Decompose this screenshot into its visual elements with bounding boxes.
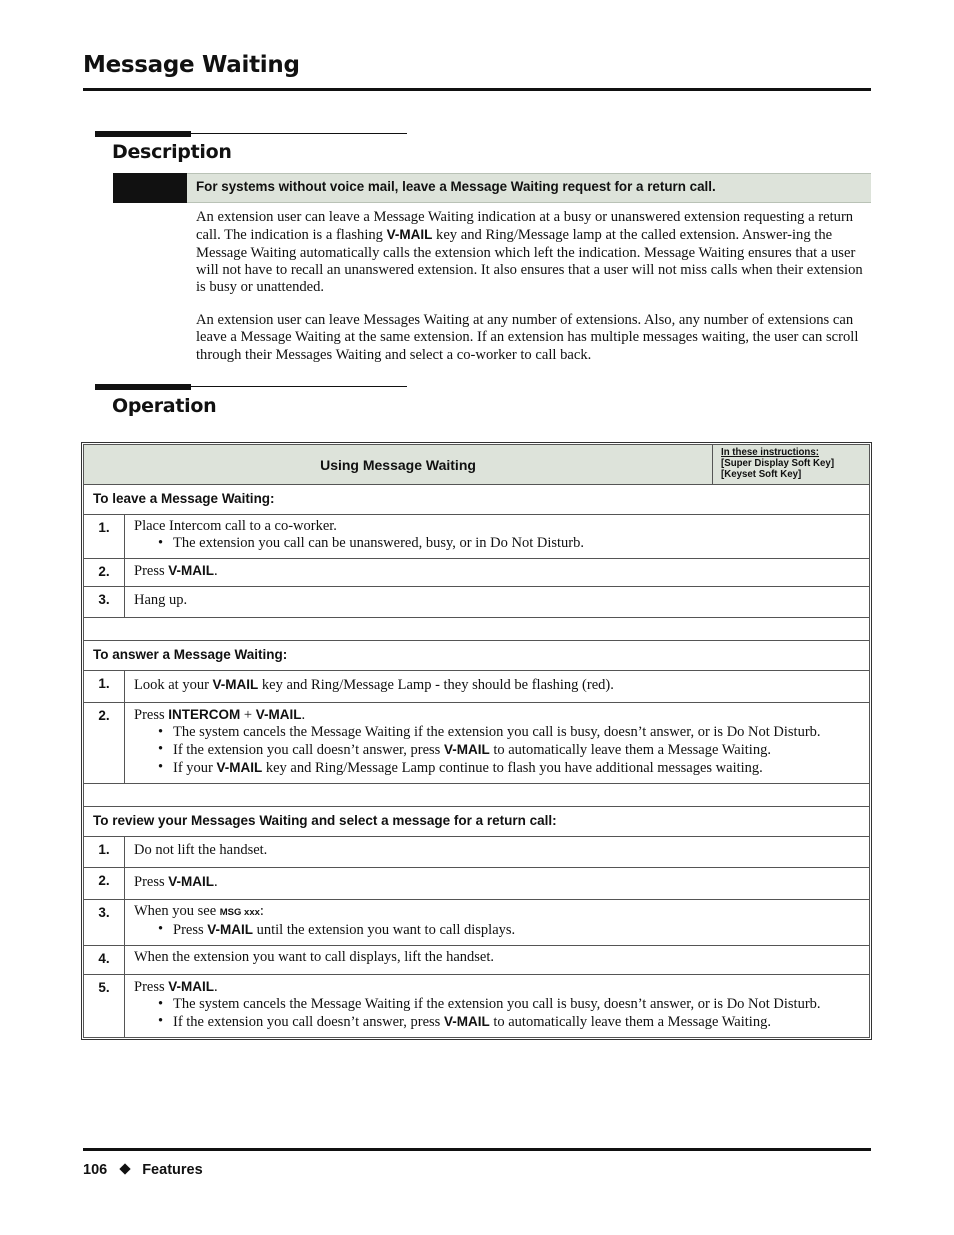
step-number: 2. [84, 559, 125, 587]
v-mail-key-label: V-MAIL [386, 227, 433, 243]
section-rule-thin [95, 133, 407, 134]
legend-keyset: [Keyset Soft Key] [721, 469, 802, 480]
legend-title: In these instructions: [721, 447, 819, 458]
v-mail-key-label: V-MAIL [443, 1014, 490, 1029]
v-mail-key-label: V-MAIL [443, 742, 490, 757]
step-number: 2. [84, 703, 125, 784]
text: : [259, 903, 264, 919]
step-text [125, 703, 870, 784]
section-rule-thick [95, 384, 191, 390]
table-row [84, 671, 870, 703]
bullet-item [134, 535, 860, 552]
bullet-item [134, 741, 860, 759]
step-number: 1. [84, 837, 125, 868]
paragraph-text: An extension user can leave a Message Waiting indication at a busy or unanswered extension requesting a return call. The indication is a flashing [196, 209, 854, 244]
table-row [84, 587, 870, 618]
text: Look at your [134, 677, 213, 693]
instructions-legend [713, 445, 870, 485]
page-title: Message Waiting [83, 52, 300, 78]
legend-super-display: [Super Display Soft Key] [721, 458, 835, 469]
step-number: 3. [84, 900, 125, 946]
text: to automatically leave them a Message Waiting. [489, 1014, 771, 1030]
bullet-item [134, 1013, 860, 1031]
description-paragraph-1 [196, 209, 871, 296]
step-text: Do not lift the handset. [125, 837, 870, 868]
step-line [134, 978, 860, 996]
text: Press [134, 563, 169, 579]
v-mail-key-label: V-MAIL [168, 979, 214, 994]
spacer-row [84, 784, 870, 807]
section-rule-thick [95, 131, 191, 137]
bullet-text [158, 1013, 860, 1031]
table-row [84, 900, 870, 946]
text: key and Ring/Message Lamp continue to flash you have additional messages waiting. [262, 760, 763, 776]
step-number: 5. [84, 975, 125, 1038]
table-row [84, 559, 870, 587]
step-text [125, 559, 870, 587]
page-number: 106 [83, 1162, 108, 1178]
description-heading: Description [112, 141, 232, 163]
text: Press [173, 922, 208, 938]
bullet-item [134, 724, 860, 741]
description-paragraph-2: An extension user can leave Messages Waiting at any number of extensions. Also, any number of extensions can leave a Message Waiting at the same extension. If an extension has multiple messages waiting, the user can scroll through their Messages Waiting and select a co-worker to call back. [196, 312, 859, 363]
step-text [125, 868, 870, 900]
text: Press [134, 979, 169, 995]
review-heading: To review your Messages Waiting and select a message for a return call: [84, 807, 870, 837]
step-text: Hang up. [125, 587, 870, 618]
text: Press [134, 707, 169, 723]
intro-banner [113, 173, 871, 203]
footer-section: Features [142, 1162, 203, 1178]
text: If the extension you call doesn’t answer, press [173, 1014, 444, 1030]
bullet-text [158, 921, 860, 939]
operation-table [83, 444, 870, 1038]
bullet-text [158, 759, 860, 777]
footer-rule [83, 1148, 871, 1151]
v-mail-key-label: V-MAIL [168, 874, 214, 889]
table-header-row [84, 445, 870, 485]
table-title: Using Message Waiting [84, 445, 713, 485]
step-text [125, 671, 870, 703]
step-text [125, 975, 870, 1038]
v-mail-key-label: V-MAIL [212, 677, 259, 692]
v-mail-key-label: V-MAIL [207, 922, 253, 937]
step-text: When the extension you want to call displays, lift the handset. [125, 946, 870, 975]
text: . [214, 874, 218, 890]
step-line [134, 903, 860, 921]
text: . [214, 563, 218, 579]
text: until the extension you want to call displays. [253, 922, 516, 938]
bullet-item [134, 996, 860, 1013]
step-line: Place Intercom call to a co-worker. [134, 518, 337, 534]
table-row [84, 946, 870, 975]
spacer-row [84, 618, 870, 641]
text: + [240, 707, 256, 723]
bullet-item [134, 759, 860, 777]
operation-heading: Operation [112, 395, 217, 417]
text: If your [173, 760, 217, 776]
text: . [214, 979, 218, 995]
text: When you see [134, 903, 220, 919]
table-row [84, 703, 870, 784]
step-number: 1. [84, 515, 125, 559]
bullet-text: • The system cancels the Message Waiting if the extension you call is busy, doesn’t answer, or is Do Not Disturb. [173, 724, 821, 740]
step-number: 4. [84, 946, 125, 975]
v-mail-key-label: V-MAIL [168, 563, 214, 578]
text: Press [134, 874, 169, 890]
step-text [125, 900, 870, 946]
page-footer [83, 1162, 203, 1178]
step-line [134, 706, 860, 724]
table-row [84, 837, 870, 868]
v-mail-key-label: V-MAIL [255, 707, 302, 722]
table-row [84, 515, 870, 559]
bullet-item [134, 921, 860, 939]
step-text [125, 515, 870, 559]
table-row [84, 975, 870, 1038]
step-number: 3. [84, 587, 125, 618]
intercom-key-label: INTERCOM [168, 707, 241, 722]
step-number: 2. [84, 868, 125, 900]
text: to automatically leave them a Message Waiting. [489, 742, 771, 758]
text: key and Ring/Message Lamp - they should be flashing (red). [258, 677, 614, 693]
diamond-icon [120, 1163, 131, 1174]
step-number: 1. [84, 671, 125, 703]
bullet-text: • The system cancels the Message Waiting if the extension you call is busy, doesn’t answer, or is Do Not Disturb. [173, 996, 821, 1012]
bullet-text [158, 741, 860, 759]
paragraph-text: key and Ring/Message lamp at the called extension. Answer-ing the Message Waiting automatically calls the extension which left the indication. Message Waiting ensures that a user will not have to recall an unanswered extension. It also ensures that a user will not miss calls when their extension is busy or unattended. [196, 227, 863, 296]
text: . [301, 707, 306, 723]
answer-heading: To answer a Message Waiting: [84, 641, 870, 671]
v-mail-key-label: V-MAIL [216, 760, 263, 775]
intro-banner-marker [113, 173, 187, 203]
table-row [84, 868, 870, 900]
leave-heading: To leave a Message Waiting: [84, 485, 870, 515]
intro-text: For systems without voice mail, leave a Message Waiting request for a return call. [196, 179, 716, 194]
bullet-text: • The extension you call can be unanswered, busy, or in Do Not Disturb. [173, 535, 585, 551]
section-rule-thin [95, 386, 407, 387]
title-rule [83, 88, 871, 91]
text: If the extension you call doesn’t answer, press [173, 742, 444, 758]
display-text-msg: MSG xxx [219, 907, 260, 918]
